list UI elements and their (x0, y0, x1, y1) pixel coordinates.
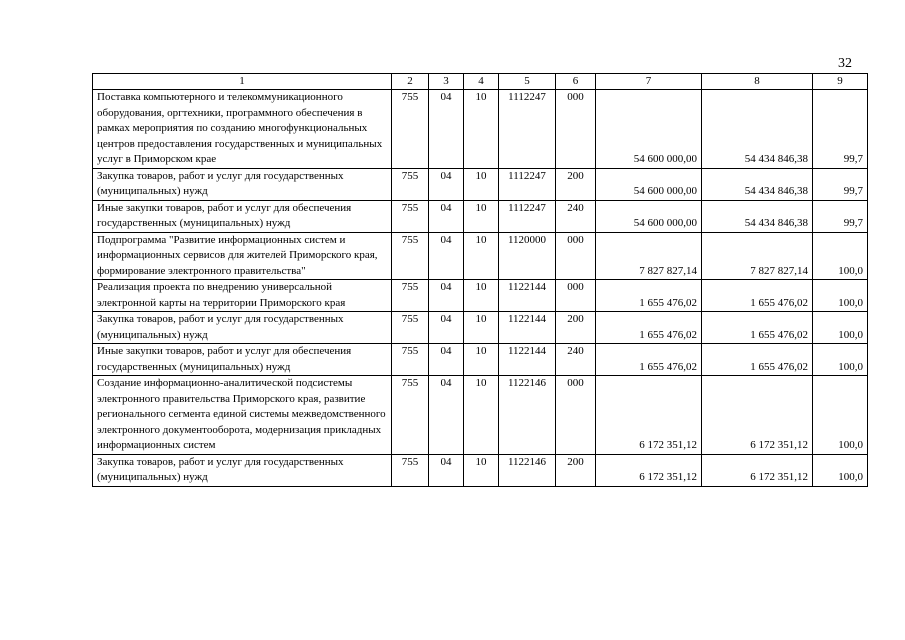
row-col8: 1 655 476,02 (702, 280, 813, 312)
row-col6: 000 (556, 376, 596, 455)
row-col3: 04 (429, 344, 464, 376)
row-name: Подпрограмма "Развитие информационных систем и информационных сервисов для жителей Приморского края, формирование электронного правительства" (93, 232, 392, 280)
row-col8: 54 434 846,38 (702, 168, 813, 200)
row-col2: 755 (392, 376, 429, 455)
row-col2: 755 (392, 90, 429, 169)
row-name: Поставка компьютерного и телекоммуникационного оборудования, оргтехники, программного обеспечения в рамках мероприятия по созданию многофункциональных центров предоставления государственных и муниципальных услуг в Приморском крае (93, 90, 392, 169)
row-col7: 1 655 476,02 (596, 312, 702, 344)
row-name: Иные закупки товаров, работ и услуг для обеспечения государственных (муниципальных) нужд (93, 344, 392, 376)
row-col6: 200 (556, 454, 596, 486)
row-col5: 1122146 (499, 454, 556, 486)
row-col3: 04 (429, 376, 464, 455)
row-col6: 000 (556, 232, 596, 280)
table-row (93, 200, 868, 232)
row-name: Закупка товаров, работ и услуг для государственных (муниципальных) нужд (93, 312, 392, 344)
table-row (93, 90, 868, 169)
row-col2: 755 (392, 454, 429, 486)
table-row (93, 168, 868, 200)
row-col9: 100,0 (813, 454, 868, 486)
row-col6: 000 (556, 280, 596, 312)
row-col7: 7 827 827,14 (596, 232, 702, 280)
row-col7: 54 600 000,00 (596, 168, 702, 200)
row-col9: 99,7 (813, 200, 868, 232)
row-name: Реализация проекта по внедрению универсальной электронной карты на территории Приморского края (93, 280, 392, 312)
row-col5: 1122144 (499, 312, 556, 344)
row-col8: 54 434 846,38 (702, 90, 813, 169)
row-col8: 54 434 846,38 (702, 200, 813, 232)
header-row (93, 74, 868, 90)
row-col3: 04 (429, 312, 464, 344)
row-col6: 240 (556, 344, 596, 376)
row-col3: 04 (429, 280, 464, 312)
row-col5: 1112247 (499, 200, 556, 232)
column-header-7: 7 (596, 74, 702, 90)
row-col5: 1122144 (499, 344, 556, 376)
row-col4: 10 (464, 168, 499, 200)
table-row (93, 344, 868, 376)
column-header-2: 2 (392, 74, 429, 90)
row-col9: 99,7 (813, 90, 868, 169)
row-col2: 755 (392, 280, 429, 312)
column-header-9: 9 (813, 74, 868, 90)
column-header-6: 6 (556, 74, 596, 90)
row-col3: 04 (429, 200, 464, 232)
row-col9: 100,0 (813, 344, 868, 376)
row-col8: 7 827 827,14 (702, 232, 813, 280)
row-col4: 10 (464, 376, 499, 455)
row-col9: 100,0 (813, 280, 868, 312)
row-col8: 6 172 351,12 (702, 376, 813, 455)
row-col9: 99,7 (813, 168, 868, 200)
row-col9: 100,0 (813, 376, 868, 455)
row-col8: 6 172 351,12 (702, 454, 813, 486)
row-col4: 10 (464, 200, 499, 232)
row-name: Закупка товаров, работ и услуг для государственных (муниципальных) нужд (93, 454, 392, 486)
row-col4: 10 (464, 344, 499, 376)
row-col5: 1122146 (499, 376, 556, 455)
row-col3: 04 (429, 168, 464, 200)
row-col7: 54 600 000,00 (596, 90, 702, 169)
row-col3: 04 (429, 232, 464, 280)
row-col4: 10 (464, 232, 499, 280)
column-header-5: 5 (499, 74, 556, 90)
table-row (93, 376, 868, 455)
column-header-4: 4 (464, 74, 499, 90)
row-col2: 755 (392, 312, 429, 344)
row-col7: 6 172 351,12 (596, 454, 702, 486)
row-col8: 1 655 476,02 (702, 312, 813, 344)
row-name: Закупка товаров, работ и услуг для государственных (муниципальных) нужд (93, 168, 392, 200)
row-col7: 54 600 000,00 (596, 200, 702, 232)
row-col5: 1112247 (499, 90, 556, 169)
table-body (93, 74, 868, 487)
row-col9: 100,0 (813, 312, 868, 344)
table-row (93, 454, 868, 486)
row-col7: 1 655 476,02 (596, 344, 702, 376)
row-col4: 10 (464, 90, 499, 169)
row-col4: 10 (464, 454, 499, 486)
row-col3: 04 (429, 454, 464, 486)
table-row (93, 280, 868, 312)
page-number: 32 (838, 56, 852, 71)
row-name: Иные закупки товаров, работ и услуг для обеспечения государственных (муниципальных) нужд (93, 200, 392, 232)
budget-table (92, 73, 868, 487)
row-col9: 100,0 (813, 232, 868, 280)
column-header-1: 1 (93, 74, 392, 90)
row-col2: 755 (392, 200, 429, 232)
row-col6: 200 (556, 168, 596, 200)
table-row (93, 232, 868, 280)
row-col6: 200 (556, 312, 596, 344)
row-col5: 1120000 (499, 232, 556, 280)
row-col7: 6 172 351,12 (596, 376, 702, 455)
row-col5: 1122144 (499, 280, 556, 312)
row-col4: 10 (464, 312, 499, 344)
row-col2: 755 (392, 232, 429, 280)
row-col7: 1 655 476,02 (596, 280, 702, 312)
row-col2: 755 (392, 344, 429, 376)
row-col2: 755 (392, 168, 429, 200)
row-col6: 240 (556, 200, 596, 232)
column-header-8: 8 (702, 74, 813, 90)
row-col5: 1112247 (499, 168, 556, 200)
column-header-3: 3 (429, 74, 464, 90)
row-col6: 000 (556, 90, 596, 169)
row-name: Создание информационно-аналитической подсистемы электронного правительства Приморского края, развитие регионального сегмента единой системы межведомственного электронного документооборота, модернизация прикладных информационных систем (93, 376, 392, 455)
row-col4: 10 (464, 280, 499, 312)
row-col8: 1 655 476,02 (702, 344, 813, 376)
row-col3: 04 (429, 90, 464, 169)
table-row (93, 312, 868, 344)
